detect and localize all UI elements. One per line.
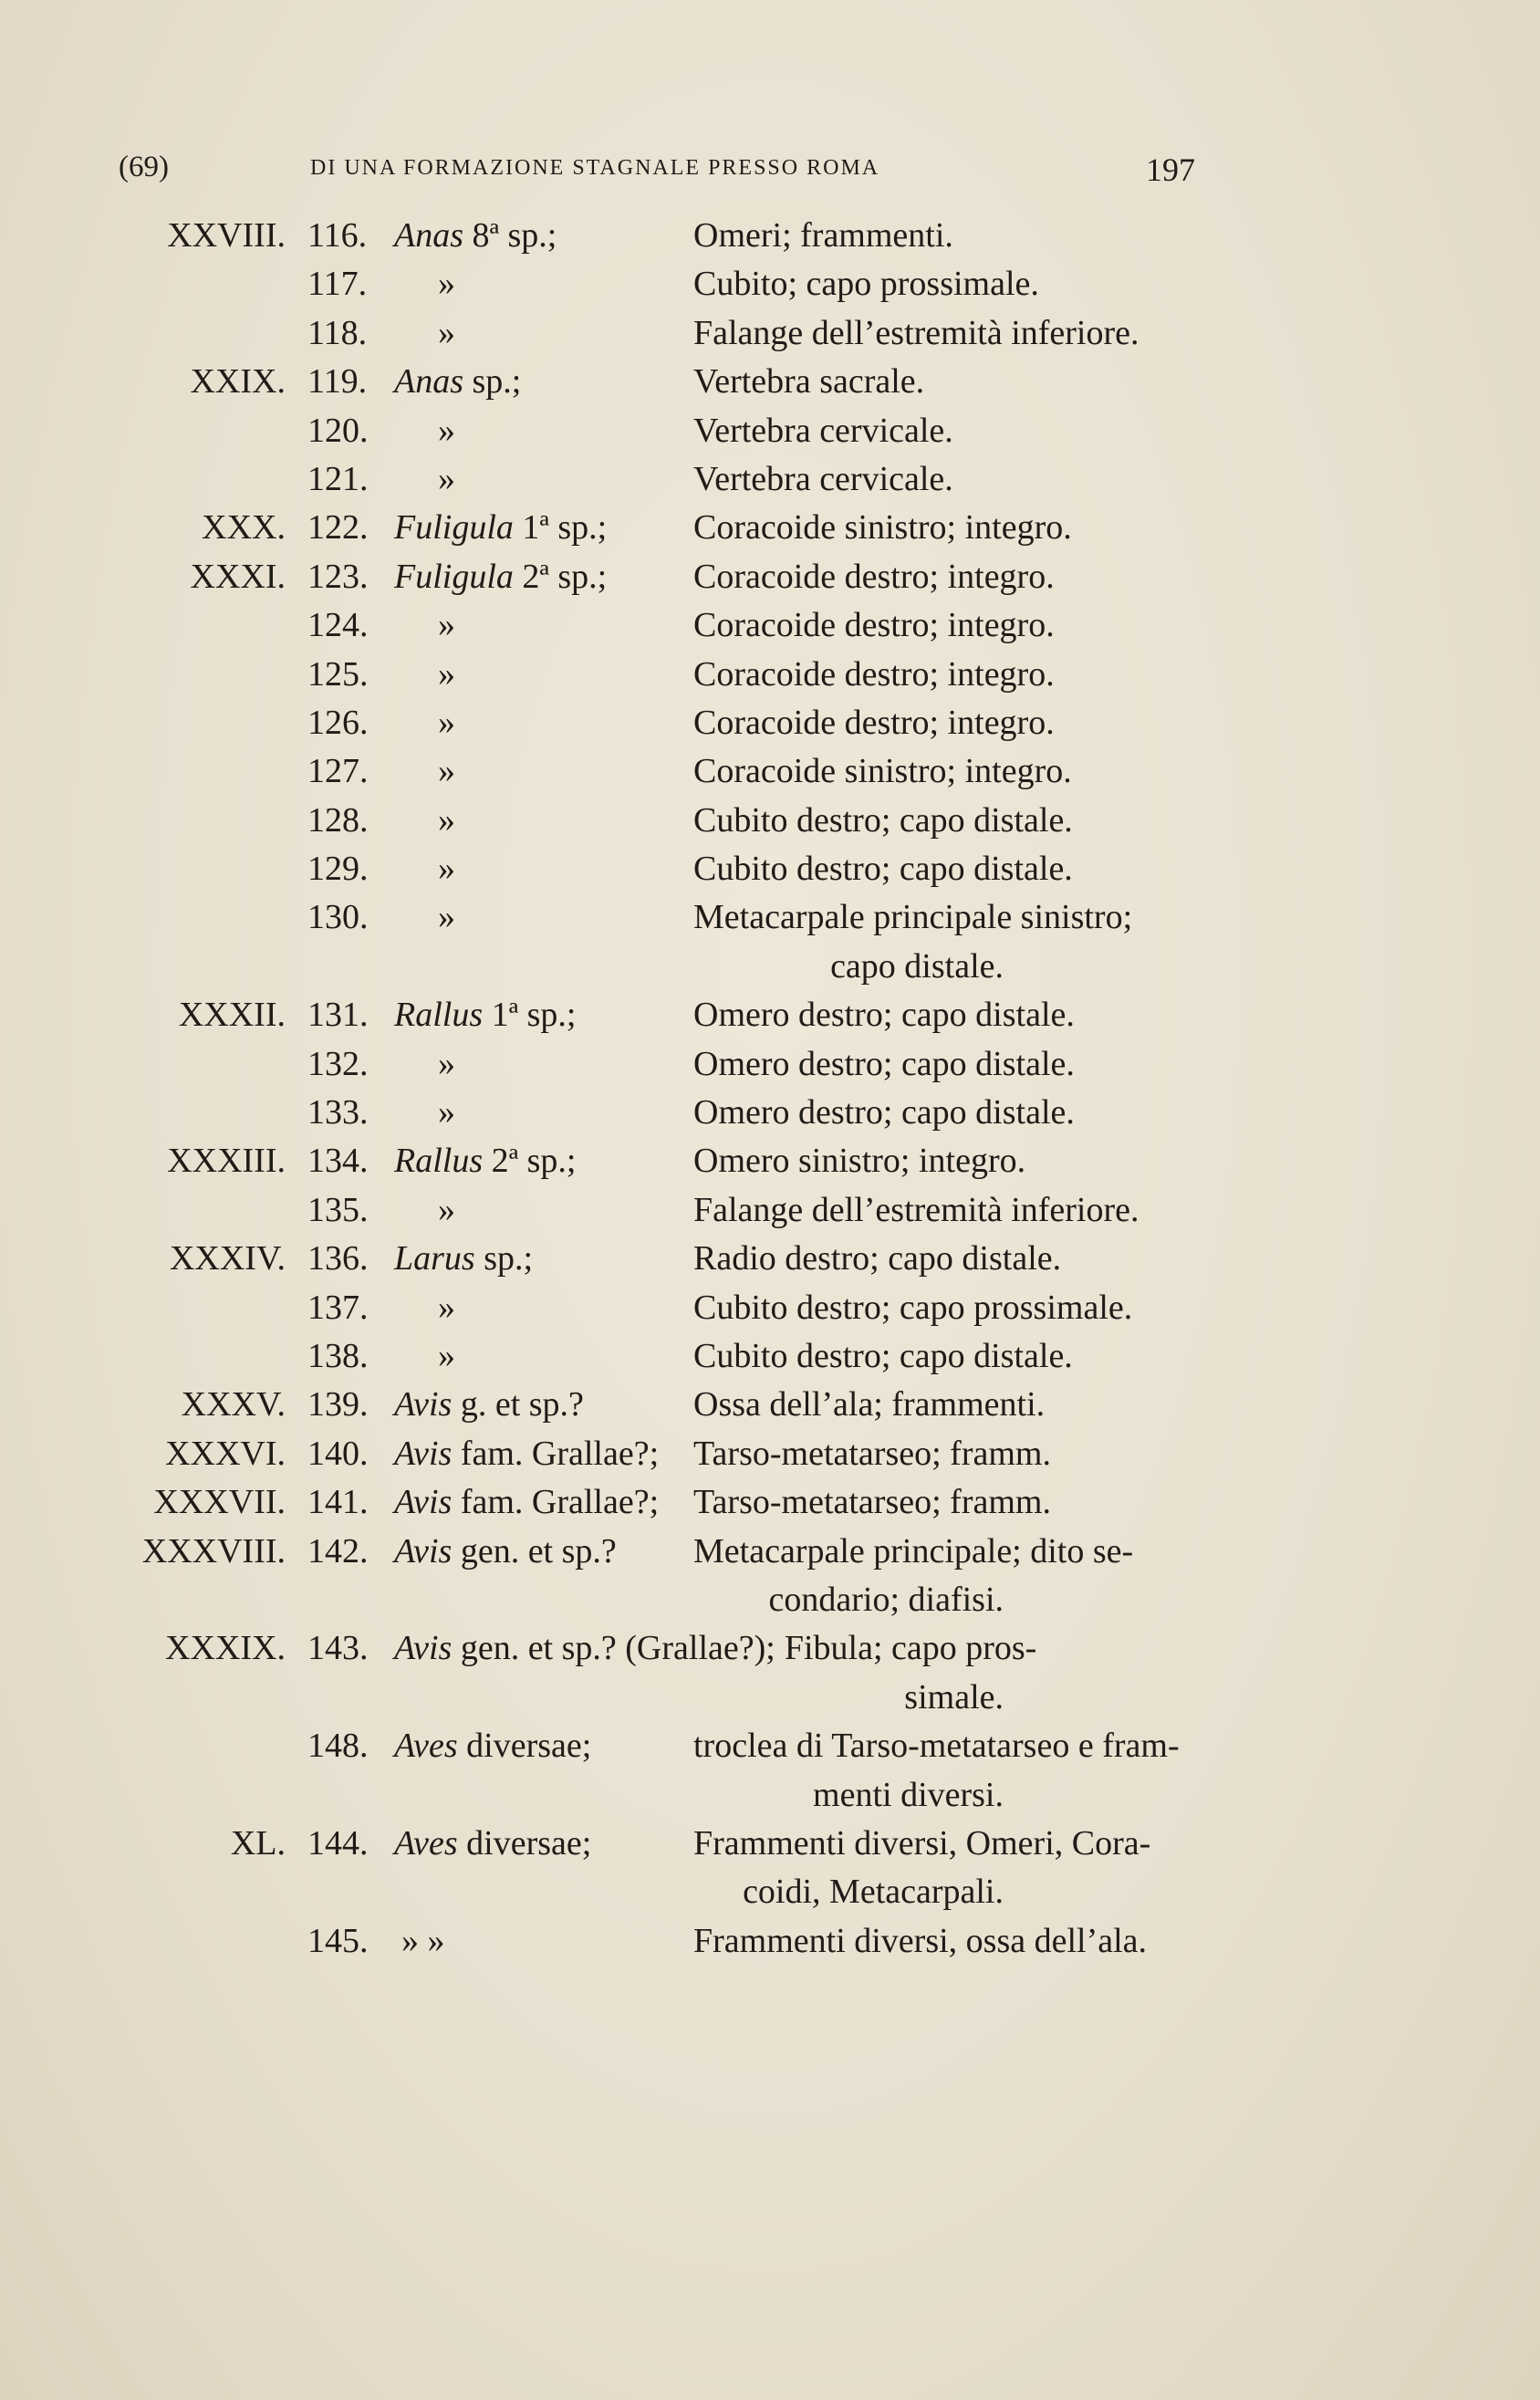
bone-description: Vertebra sacrale. — [693, 362, 925, 402]
catalogue-row — [0, 455, 1540, 504]
specimen-number: 126. — [307, 703, 369, 742]
specimen-number: 138. — [307, 1336, 369, 1375]
bone-description: Omero destro; capo distale. — [693, 1044, 1075, 1083]
taxon: » — [438, 313, 455, 352]
description-continuation: coidi, Metacarpali. — [743, 1873, 1004, 1912]
catalogue-row — [0, 893, 1540, 942]
catalogue-row — [0, 1722, 1540, 1770]
taxon: » — [438, 898, 455, 937]
specimen-number: 145. — [307, 1921, 369, 1960]
specimen-number: 120. — [307, 411, 369, 450]
roman-numeral: XXXIX. — [165, 1629, 286, 1668]
catalogue-list — [0, 212, 1540, 1966]
specimen-number: 131. — [307, 996, 369, 1035]
bone-description: Vertebra cervicale. — [693, 459, 953, 498]
catalogue-row — [0, 212, 1540, 260]
catalogue-row — [0, 651, 1540, 699]
specimen-number: 123. — [307, 557, 369, 596]
specimen-number: 128. — [307, 800, 369, 840]
bone-description: Coracoide destro; integro. — [693, 557, 1055, 596]
taxon: Larus sp.; — [394, 1239, 534, 1278]
roman-numeral: XL. — [230, 1823, 286, 1863]
catalogue-row — [0, 1381, 1540, 1429]
taxon: Avis gen. et sp.? (Grallae?); — [394, 1629, 775, 1668]
bone-description: Metacarpale principale sinistro; — [693, 898, 1133, 937]
taxon: Aves diversae; — [394, 1823, 592, 1863]
bone-description: Coracoide sinistro; integro. — [693, 508, 1072, 548]
specimen-number: 134. — [307, 1142, 369, 1181]
specimen-number: 124. — [307, 606, 369, 645]
taxon: Aves diversae; — [394, 1727, 592, 1766]
description-continuation: simale. — [904, 1677, 1004, 1717]
bone-description: Omero sinistro; integro. — [693, 1142, 1026, 1181]
specimen-number: 118. — [307, 313, 368, 352]
bone-description: Cubito destro; capo distale. — [693, 800, 1073, 840]
taxon: » — [438, 1336, 455, 1375]
page-ref: (69) — [119, 151, 169, 183]
bone-description: Omero destro; capo distale. — [693, 996, 1075, 1035]
bone-description: Frammenti diversi, Omeri, Cora- — [693, 1823, 1151, 1863]
taxon: Fuligula 2ª sp.; — [394, 557, 608, 596]
taxon: » — [438, 1044, 455, 1083]
specimen-number: 137. — [307, 1288, 369, 1327]
bone-description: Falange dell’estremità inferiore. — [693, 1190, 1139, 1229]
specimen-number: 140. — [307, 1434, 369, 1473]
catalogue-row — [0, 797, 1540, 845]
catalogue-row — [0, 309, 1540, 358]
catalogue-row — [0, 845, 1540, 893]
bone-description: Omeri; frammenti. — [693, 216, 953, 255]
specimen-number: 127. — [307, 752, 369, 791]
bone-description: Coracoide sinistro; integro. — [693, 752, 1072, 791]
running-title: DI UNA FORMAZIONE STAGNALE PRESSO ROMA — [310, 156, 880, 180]
specimen-number: 130. — [307, 898, 369, 937]
roman-numeral: XXXIV. — [169, 1239, 286, 1278]
taxon: » — [438, 703, 455, 742]
catalogue-row — [0, 1089, 1540, 1137]
description-continuation: condario; diafisi. — [768, 1580, 1004, 1619]
taxon: » — [438, 752, 455, 791]
taxon: Avis fam. Grallae?; — [394, 1483, 660, 1522]
bone-description: Fibula; capo pros- — [784, 1629, 1037, 1668]
roman-numeral: XXXIII. — [167, 1142, 286, 1181]
specimen-number: 144. — [307, 1823, 369, 1863]
bone-description: Tarso-metatarseo; framm. — [693, 1483, 1051, 1522]
roman-numeral: XXXII. — [178, 996, 286, 1035]
taxon: » — [438, 654, 455, 694]
catalogue-row — [0, 601, 1540, 650]
specimen-number: 129. — [307, 850, 369, 889]
catalogue-row — [0, 1674, 1540, 1722]
catalogue-row — [0, 1284, 1540, 1332]
roman-numeral: XXXV. — [181, 1385, 286, 1424]
catalogue-row — [0, 1430, 1540, 1478]
taxon: » — [438, 1093, 455, 1132]
taxon: Avis g. et sp.? — [394, 1385, 584, 1424]
specimen-number: 141. — [307, 1483, 369, 1522]
roman-numeral: XXXVIII. — [141, 1531, 286, 1570]
bone-description: Coracoide destro; integro. — [693, 654, 1055, 694]
taxon: » — [438, 459, 455, 498]
taxon: » — [438, 1190, 455, 1229]
bone-description: Vertebra cervicale. — [693, 411, 953, 450]
taxon: Fuligula 1ª sp.; — [394, 508, 608, 548]
specimen-number: 143. — [307, 1629, 369, 1668]
taxon: » — [438, 800, 455, 840]
specimen-number: 142. — [307, 1531, 369, 1570]
catalogue-row — [0, 1186, 1540, 1235]
bone-description: Radio destro; capo distale. — [693, 1239, 1062, 1278]
roman-numeral: XXXVII. — [153, 1483, 286, 1522]
taxon: Rallus 1ª sp.; — [394, 996, 577, 1035]
taxon: » — [438, 850, 455, 889]
specimen-number: 121. — [307, 459, 369, 498]
specimen-number: 116. — [307, 216, 368, 255]
page-header — [119, 151, 1195, 196]
bone-description: Falange dell’estremità inferiore. — [693, 313, 1139, 352]
catalogue-row — [0, 1771, 1540, 1820]
catalogue-row — [0, 1917, 1540, 1966]
specimen-number: 135. — [307, 1190, 369, 1229]
bone-description: Coracoide destro; integro. — [693, 703, 1055, 742]
bone-description: Cubito; capo prossimale. — [693, 265, 1039, 304]
description-continuation: capo distale. — [830, 946, 1004, 986]
catalogue-row — [0, 553, 1540, 601]
taxon: » — [438, 1288, 455, 1327]
specimen-number: 125. — [307, 654, 369, 694]
taxon: Anas 8ª sp.; — [394, 216, 557, 255]
catalogue-row — [0, 1478, 1540, 1527]
catalogue-row — [0, 1235, 1540, 1283]
bone-description: Omero destro; capo distale. — [693, 1093, 1075, 1132]
taxon: Avis fam. Grallae?; — [394, 1434, 660, 1473]
catalogue-row — [0, 747, 1540, 796]
bone-description: Cubito destro; capo distale. — [693, 850, 1073, 889]
specimen-number: 136. — [307, 1239, 369, 1278]
taxon: Avis gen. et sp.? — [394, 1531, 617, 1570]
catalogue-row — [0, 407, 1540, 455]
bone-description: Ossa dell’ala; frammenti. — [693, 1385, 1046, 1424]
roman-numeral: XXIX. — [190, 362, 286, 402]
catalogue-row — [0, 1528, 1540, 1576]
taxon: » » — [401, 1921, 445, 1960]
catalogue-row — [0, 504, 1540, 552]
specimen-number: 122. — [307, 508, 369, 548]
taxon: » — [438, 265, 455, 304]
specimen-number: 148. — [307, 1727, 369, 1766]
taxon: Rallus 2ª sp.; — [394, 1142, 577, 1181]
specimen-number: 119. — [307, 362, 368, 402]
roman-numeral: XXX. — [202, 508, 286, 548]
taxon: Anas sp.; — [394, 362, 522, 402]
catalogue-row — [0, 1576, 1540, 1624]
roman-numeral: XXXVI. — [165, 1434, 286, 1473]
catalogue-row — [0, 1137, 1540, 1185]
catalogue-row — [0, 1624, 1540, 1673]
bone-description: Frammenti diversi, ossa dell’ala. — [693, 1921, 1148, 1960]
catalogue-row — [0, 991, 1540, 1039]
bone-description: Tarso-metatarseo; framm. — [693, 1434, 1051, 1473]
catalogue-row — [0, 358, 1540, 406]
bone-description: Cubito destro; capo distale. — [693, 1336, 1073, 1375]
bone-description: Metacarpale principale; dito se- — [693, 1531, 1134, 1570]
catalogue-row — [0, 260, 1540, 308]
bone-description: Coracoide destro; integro. — [693, 606, 1055, 645]
specimen-number: 132. — [307, 1044, 369, 1083]
page-number: 197 — [1146, 151, 1195, 188]
taxon: » — [438, 411, 455, 450]
specimen-number: 117. — [307, 265, 368, 304]
specimen-number: 133. — [307, 1093, 369, 1132]
catalogue-row — [0, 943, 1540, 991]
description-continuation: menti diversi. — [813, 1775, 1004, 1814]
catalogue-row — [0, 1820, 1540, 1868]
catalogue-row — [0, 699, 1540, 747]
roman-numeral: XXXI. — [190, 557, 286, 596]
catalogue-row — [0, 1040, 1540, 1089]
catalogue-row — [0, 1868, 1540, 1916]
catalogue-row — [0, 1332, 1540, 1381]
taxon: » — [438, 606, 455, 645]
bone-description: Cubito destro; capo prossimale. — [693, 1288, 1133, 1327]
roman-numeral: XXVIII. — [167, 216, 286, 255]
specimen-number: 139. — [307, 1385, 369, 1424]
bone-description: troclea di Tarso-metatarseo e fram- — [693, 1727, 1180, 1766]
